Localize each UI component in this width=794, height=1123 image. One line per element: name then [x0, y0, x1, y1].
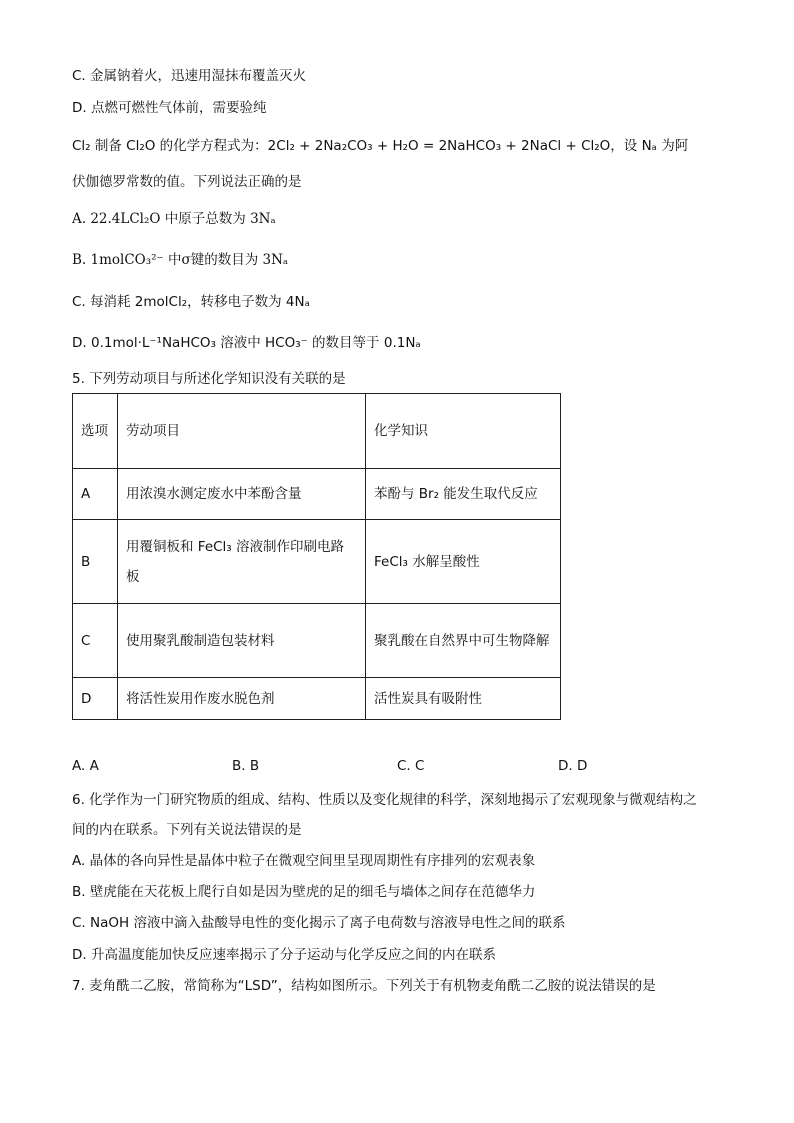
row-c-option: C: [73, 604, 118, 678]
row-b-knowledge: FeCl₃ 水解呈酸性: [366, 520, 561, 604]
table-row: [73, 469, 561, 520]
q3-option-d: D. 点燃可燃性气体前，需要验纯: [72, 100, 267, 116]
q4-option-a: A. 22.4LCl₂O 中原子总数为 3Nₐ: [72, 211, 276, 227]
q6-option-b: B. 壁虎能在天花板上爬行自如是因为壁虎的足的细毛与墙体之间存在范德华力: [72, 884, 536, 900]
row-b-item: 用覆铜板和 FeCl₃ 溶液制作印刷电路板: [118, 520, 366, 604]
table-row: [73, 604, 561, 678]
table-row: [73, 520, 561, 604]
row-d-knowledge: 活性炭具有吸附性: [366, 678, 561, 720]
answer-choice-b: B. B: [232, 758, 260, 774]
header-chem-knowledge: 化学知识: [366, 394, 561, 469]
q6-stem-line2: 间的内在联系。下列有关说法错误的是: [72, 822, 302, 838]
table-row: [73, 678, 561, 720]
q6-option-a: A. 晶体的各向异性是晶体中粒子在微观空间里呈现周期性有序排列的宏观表象: [72, 853, 536, 869]
row-d-option: D: [73, 678, 118, 720]
q5-table: [72, 393, 561, 720]
q7-stem: 7. 麦角酰二乙胺，常简称为“LSD”，结构如图所示。下列关于有机物麦角酰二乙胺的说法错误的是: [72, 978, 656, 994]
q6-option-d: D. 升高温度能加快反应速率揭示了分子运动与化学反应之间的内在联系: [72, 947, 496, 963]
q3-option-c: C. 金属钠着火，迅速用湿抹布覆盖灭火: [72, 68, 307, 84]
q6-stem-line1: 6. 化学作为一门研究物质的组成、结构、性质以及变化规律的科学，深刻地揭示了宏观现象与微观结构之: [72, 792, 697, 808]
row-a-item: 用浓溴水测定废水中苯酚含量: [118, 469, 366, 520]
answer-choice-a: A. A: [72, 758, 99, 774]
row-a-option: A: [73, 469, 118, 520]
q4-stem-line1: Cl₂ 制备 Cl₂O 的化学方程式为：2Cl₂ + 2Na₂CO₃ + H₂O = 2NaHCO₃ + 2NaCl + Cl₂O，设 Nₐ 为阿: [72, 138, 689, 154]
answer-choice-d: D. D: [558, 758, 588, 774]
row-c-knowledge: 聚乳酸在自然界中可生物降解: [366, 604, 561, 678]
q4-option-c: C. 每消耗 2molCl₂，转移电子数为 4Nₐ: [72, 294, 310, 310]
q4-stem-line2: 伏伽德罗常数的值。下列说法正确的是: [72, 174, 302, 190]
q4-option-d: D. 0.1mol·L⁻¹NaHCO₃ 溶液中 HCO₃⁻ 的数目等于 0.1Nₐ: [72, 335, 421, 351]
q6-option-c: C. NaOH 溶液中滴入盐酸导电性的变化揭示了离子电荷数与溶液导电性之间的联系: [72, 915, 566, 931]
answer-choice-c: C. C: [397, 758, 425, 774]
q4-option-b: B. 1molCO₃²⁻ 中σ键的数目为 3Nₐ: [72, 252, 289, 268]
q5-stem: 5. 下列劳动项目与所述化学知识没有关联的是: [72, 371, 346, 387]
row-a-knowledge: 苯酚与 Br₂ 能发生取代反应: [366, 469, 561, 520]
header-labor-item: 劳动项目: [118, 394, 366, 469]
row-d-item: 将活性炭用作废水脱色剂: [118, 678, 366, 720]
row-c-item: 使用聚乳酸制造包装材料: [118, 604, 366, 678]
table-header-row: [73, 394, 561, 469]
header-option: 选项: [73, 394, 118, 469]
row-b-option: B: [73, 520, 118, 604]
q5-answer-choices: [72, 758, 632, 778]
